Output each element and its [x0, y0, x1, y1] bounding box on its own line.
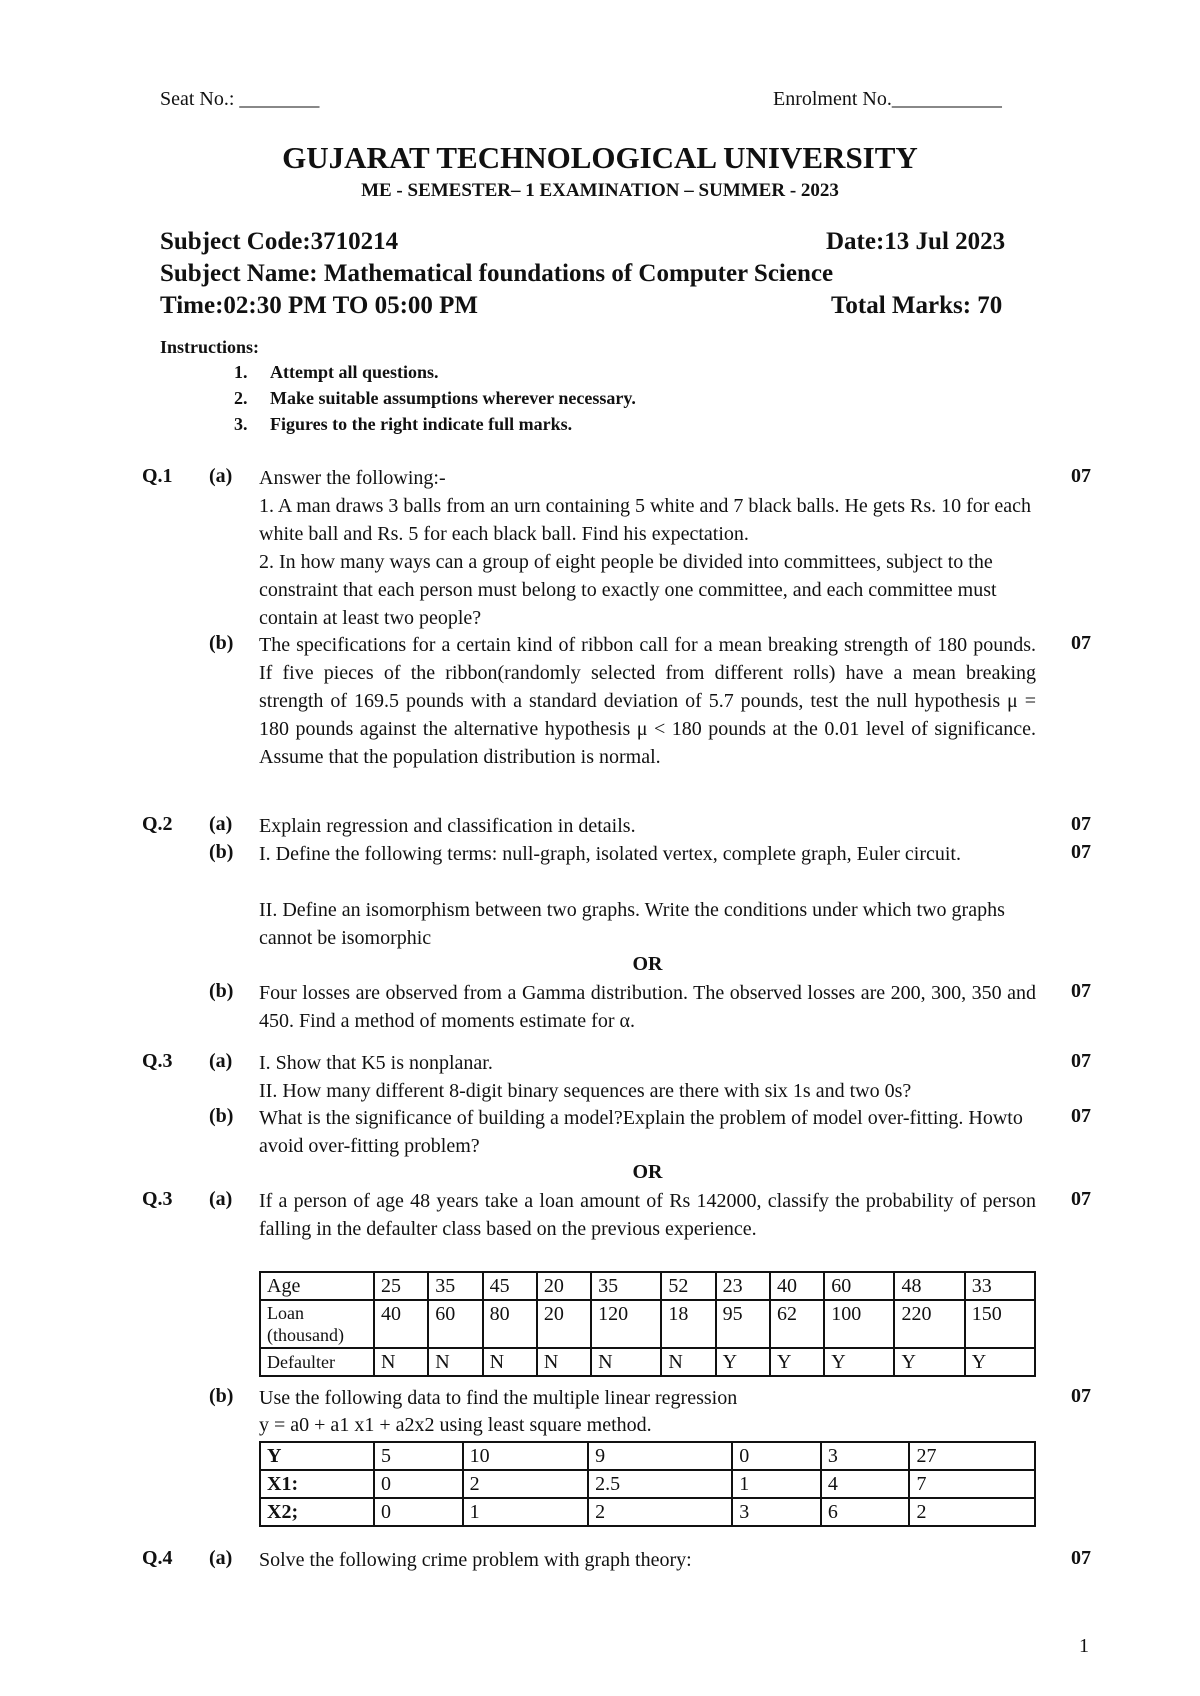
table-cell: 40 — [374, 1300, 428, 1348]
table-cell: N — [591, 1348, 661, 1376]
defaulter-table — [259, 1271, 1036, 1377]
instruction-text: Make suitable assumptions wherever necessary. — [270, 388, 636, 408]
table-cell: 23 — [716, 1272, 770, 1300]
question-text: Explain regression and classification in details. — [259, 815, 636, 837]
table-cell: 35 — [591, 1272, 661, 1300]
question-marks: 07 — [1071, 1385, 1091, 1407]
table-cell: 62 — [770, 1300, 824, 1348]
table-cell: 33 — [965, 1272, 1035, 1300]
exam-date: Date:13 Jul 2023 — [826, 228, 1006, 255]
table-cell: 3 — [821, 1442, 910, 1470]
table-cell: 52 — [661, 1272, 715, 1300]
table-cell: 0 — [732, 1442, 821, 1470]
question-marks: 07 — [1071, 1105, 1091, 1127]
table-cell: X2; — [260, 1498, 374, 1526]
question-part: (a) — [209, 465, 233, 487]
table-cell: 60 — [428, 1300, 482, 1348]
question-text: Answer the following:- — [259, 467, 446, 489]
table-cell: 2 — [463, 1470, 589, 1498]
question-text: Use the following data to find the multiple linear regression — [259, 1387, 738, 1409]
question-part: (b) — [209, 1385, 234, 1407]
question-marks: 07 — [1071, 465, 1091, 487]
table-cell: 150 — [965, 1300, 1035, 1348]
total-marks: Total Marks: 70 — [831, 292, 1003, 319]
question-part: (b) — [209, 1105, 234, 1127]
regression-equation: y = a0 + a1 x1 + a2x2 using least square method. — [259, 1414, 652, 1436]
question-part: (b) — [209, 841, 234, 863]
university-title: GUJARAT TECHNOLOGICAL UNIVERSITY — [282, 140, 918, 175]
table-cell: Y — [894, 1348, 964, 1376]
table-row — [260, 1498, 1035, 1526]
subject-name: Subject Name: Mathematical foundations of Computer Science — [160, 260, 834, 287]
table-cell: 1 — [463, 1498, 589, 1526]
table-cell: 4 — [821, 1470, 910, 1498]
table-cell: Y — [770, 1348, 824, 1376]
question-part: (a) — [209, 1547, 233, 1569]
seat-number: Seat No.: ________ — [160, 88, 320, 110]
table-cell: Y — [965, 1348, 1035, 1376]
table-cell: 3 — [732, 1498, 821, 1526]
exam-time: Time:02:30 PM TO 05:00 PM — [160, 292, 479, 319]
table-cell: Y — [824, 1348, 894, 1376]
table-cell: 220 — [894, 1300, 964, 1348]
table-cell: 80 — [483, 1300, 537, 1348]
table-cell: 20 — [537, 1300, 591, 1348]
question-part: (b) — [209, 980, 234, 1002]
table-cell: 0 — [374, 1470, 463, 1498]
table-row — [260, 1442, 1035, 1470]
enrolment-number: Enrolment No.___________ — [773, 88, 1002, 110]
question-part: (a) — [209, 813, 233, 835]
table-cell: Loan (thousand) — [260, 1300, 374, 1348]
question-text: The specifications for a certain kind of ribbon call for a mean breaking strength of 180 pounds. If five pieces of the ribbon(randomly selected from different rolls) have a mean breaking strength of 169.5 pounds with a standard deviation of 5.7 pounds, test the null hypothesis μ = 180 pounds against the alternative hypothesis μ < 180 pounds at the 0.01 level of significance. Assume that the population distribution is normal. — [259, 634, 1036, 768]
instruction-text: Figures to the right indicate full marks. — [270, 414, 573, 434]
table-cell: 60 — [824, 1272, 894, 1300]
instruction-number: 3. — [234, 414, 248, 434]
table-cell: 18 — [661, 1300, 715, 1348]
table-cell: 20 — [537, 1272, 591, 1300]
instructions-heading: Instructions: — [160, 337, 260, 357]
question-text: What is the significance of building a model?Explain the problem of model over-fitting. Howto avoid over-fitting problem? — [259, 1107, 1023, 1157]
table-cell: 6 — [821, 1498, 910, 1526]
question-number: Q.2 — [142, 813, 173, 835]
question-text: 1. A man draws 3 balls from an urn containing 5 white and 7 black balls. He gets Rs. 10 for each white ball and Rs. 5 for each black ball. Find his expectation. — [259, 495, 1032, 545]
question-marks: 07 — [1071, 1547, 1091, 1569]
table-cell: 2 — [909, 1498, 1035, 1526]
page-number: 1 — [1079, 1635, 1089, 1657]
table-cell: N — [428, 1348, 482, 1376]
question-part: (a) — [209, 1188, 233, 1210]
question-text: I. Define the following terms: null-graph, isolated vertex, complete graph, Euler circuit. — [259, 843, 961, 865]
question-text: I. Show that K5 is nonplanar. — [259, 1052, 493, 1074]
table-cell: N — [661, 1348, 715, 1376]
table-cell: N — [483, 1348, 537, 1376]
question-number: Q.3 — [142, 1050, 173, 1072]
table-row — [260, 1300, 1035, 1348]
question-number: Q.4 — [142, 1547, 173, 1569]
question-marks: 07 — [1071, 632, 1091, 654]
question-marks: 07 — [1071, 980, 1091, 1002]
question-number: Q.1 — [142, 465, 173, 487]
table-cell: 45 — [483, 1272, 537, 1300]
table-cell: 95 — [716, 1300, 770, 1348]
question-text: If a person of age 48 years take a loan amount of Rs 142000, classify the probability of person falling in the defaulter class based on the previous experience. — [259, 1190, 1036, 1240]
table-cell: 9 — [588, 1442, 732, 1470]
question-marks: 07 — [1071, 1188, 1091, 1210]
table-cell: N — [374, 1348, 428, 1376]
table-row — [260, 1348, 1035, 1376]
table-cell: 48 — [894, 1272, 964, 1300]
question-marks: 07 — [1071, 841, 1091, 863]
table-cell: 40 — [770, 1272, 824, 1300]
table-cell: 2 — [588, 1498, 732, 1526]
table-cell: 27 — [909, 1442, 1035, 1470]
table-cell: 5 — [374, 1442, 463, 1470]
table-row — [260, 1470, 1035, 1498]
instruction-number: 1. — [234, 362, 248, 382]
table-cell: 100 — [824, 1300, 894, 1348]
instruction-text: Attempt all questions. — [270, 362, 439, 382]
table-cell: Age — [260, 1272, 374, 1300]
question-part: (b) — [209, 632, 234, 654]
question-number: Q.3 — [142, 1188, 173, 1210]
table-cell: 7 — [909, 1470, 1035, 1498]
question-text: Four losses are observed from a Gamma distribution. The observed losses are 200, 300, 350 and 450. Find a method of moments estimate for α. — [259, 982, 1036, 1032]
table-cell: 35 — [428, 1272, 482, 1300]
question-marks: 07 — [1071, 1050, 1091, 1072]
question-marks: 07 — [1071, 813, 1091, 835]
table-cell: 10 — [463, 1442, 589, 1470]
question-part: (a) — [209, 1050, 233, 1072]
exam-title: ME - SEMESTER– 1 EXAMINATION – SUMMER - 2023 — [361, 180, 839, 201]
table-cell: 25 — [374, 1272, 428, 1300]
or-separator: OR — [632, 1161, 663, 1183]
table-cell: X1: — [260, 1470, 374, 1498]
table-cell: 1 — [732, 1470, 821, 1498]
table-row — [260, 1272, 1035, 1300]
question-text: Solve the following crime problem with graph theory: — [259, 1549, 692, 1571]
instruction-number: 2. — [234, 388, 248, 408]
question-text: II. Define an isomorphism between two graphs. Write the conditions under which two graphs cannot be isomorphic — [259, 899, 1005, 949]
regression-table — [259, 1441, 1036, 1527]
question-text: 2. In how many ways can a group of eight people be divided into committees, subject to the constraint that each person must belong to exactly one committee, and each committee must contain at least two people? — [259, 551, 997, 629]
table-cell: Defaulter — [260, 1348, 374, 1376]
table-cell: Y — [260, 1442, 374, 1470]
table-cell: 2.5 — [588, 1470, 732, 1498]
table-cell: Y — [716, 1348, 770, 1376]
table-cell: 120 — [591, 1300, 661, 1348]
or-separator: OR — [632, 953, 663, 975]
subject-code: Subject Code:3710214 — [160, 228, 399, 255]
table-cell: N — [537, 1348, 591, 1376]
table-cell: 0 — [374, 1498, 463, 1526]
question-text: II. How many different 8-digit binary sequences are there with six 1s and two 0s? — [259, 1080, 912, 1102]
